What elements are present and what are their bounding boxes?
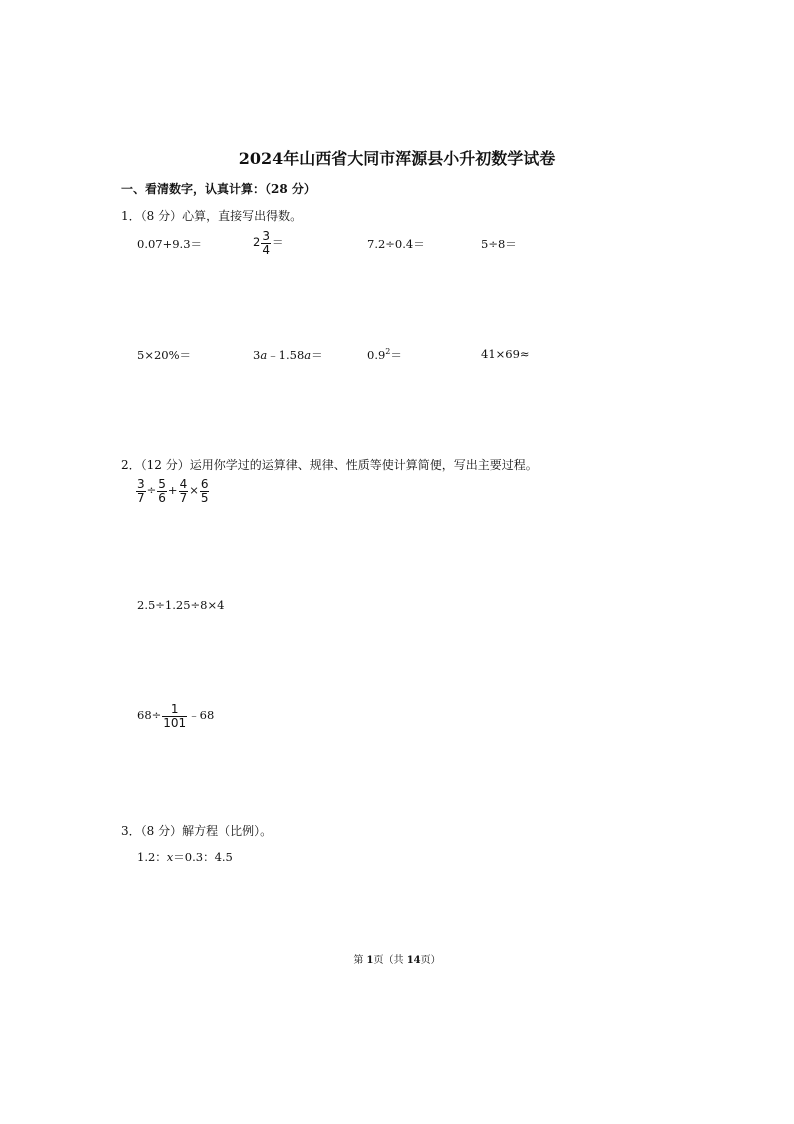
q1-expr-6: 3a﹣1.58a＝	[253, 348, 323, 362]
q1-expr-3: 7.2÷0.4＝	[367, 237, 425, 251]
page-title: 2024年山西省大同市浑源县小升初数学试卷	[238, 149, 556, 168]
q2-expr-1: $\frac{3}{7}$ ÷ $\frac{5}{6}$ + $\frac{4}{7}$ × $\frac{6}{5}$	[137, 477, 209, 505]
fraction: $\frac{3}{4}$	[262, 229, 270, 257]
q3-equation: 1.2：x＝0.3：4.5	[137, 850, 233, 864]
q1-expr-5: 5×20%＝	[137, 348, 192, 362]
question-1-prompt: 1．（8 分）心算，直接写出得数。	[121, 209, 303, 223]
fraction: $\frac{1}{101}$	[163, 702, 187, 730]
q1-expr-4: 5÷8＝	[481, 237, 517, 251]
page-footer: 第 1页（共 14页）	[353, 955, 441, 966]
section-heading-1: 一、看清数字，认真计算：（28 分）	[121, 182, 316, 196]
q1-expr-7: $0.9^2=$	[367, 347, 402, 362]
fraction: $\frac{4}{7}$	[179, 477, 188, 505]
fraction: $\frac{5}{6}$	[158, 477, 166, 505]
q1-expr-1: 0.07+9.3＝	[137, 237, 203, 251]
question-2-prompt: 2．（12 分）运用你学过的运算律、规律、性质等使计算简便，写出主要过程。	[121, 458, 538, 472]
fraction: $\frac{6}{5}$	[200, 477, 209, 505]
q2-expr-2: 2.5÷1.25÷8×4	[137, 598, 225, 612]
q2-expr-3: 68÷ $\frac{1}{101}$ ﹣68	[137, 702, 215, 730]
fraction: $\frac{3}{7}$	[137, 477, 145, 505]
mixed-whole: 2	[253, 235, 261, 250]
q1-expr-8: 41×69≈	[481, 347, 530, 361]
question-3-prompt: 3．（8 分）解方程（比例）。	[121, 824, 273, 838]
q1-expr-2: 2 $\frac{3}{4}$ ＝	[253, 229, 284, 257]
